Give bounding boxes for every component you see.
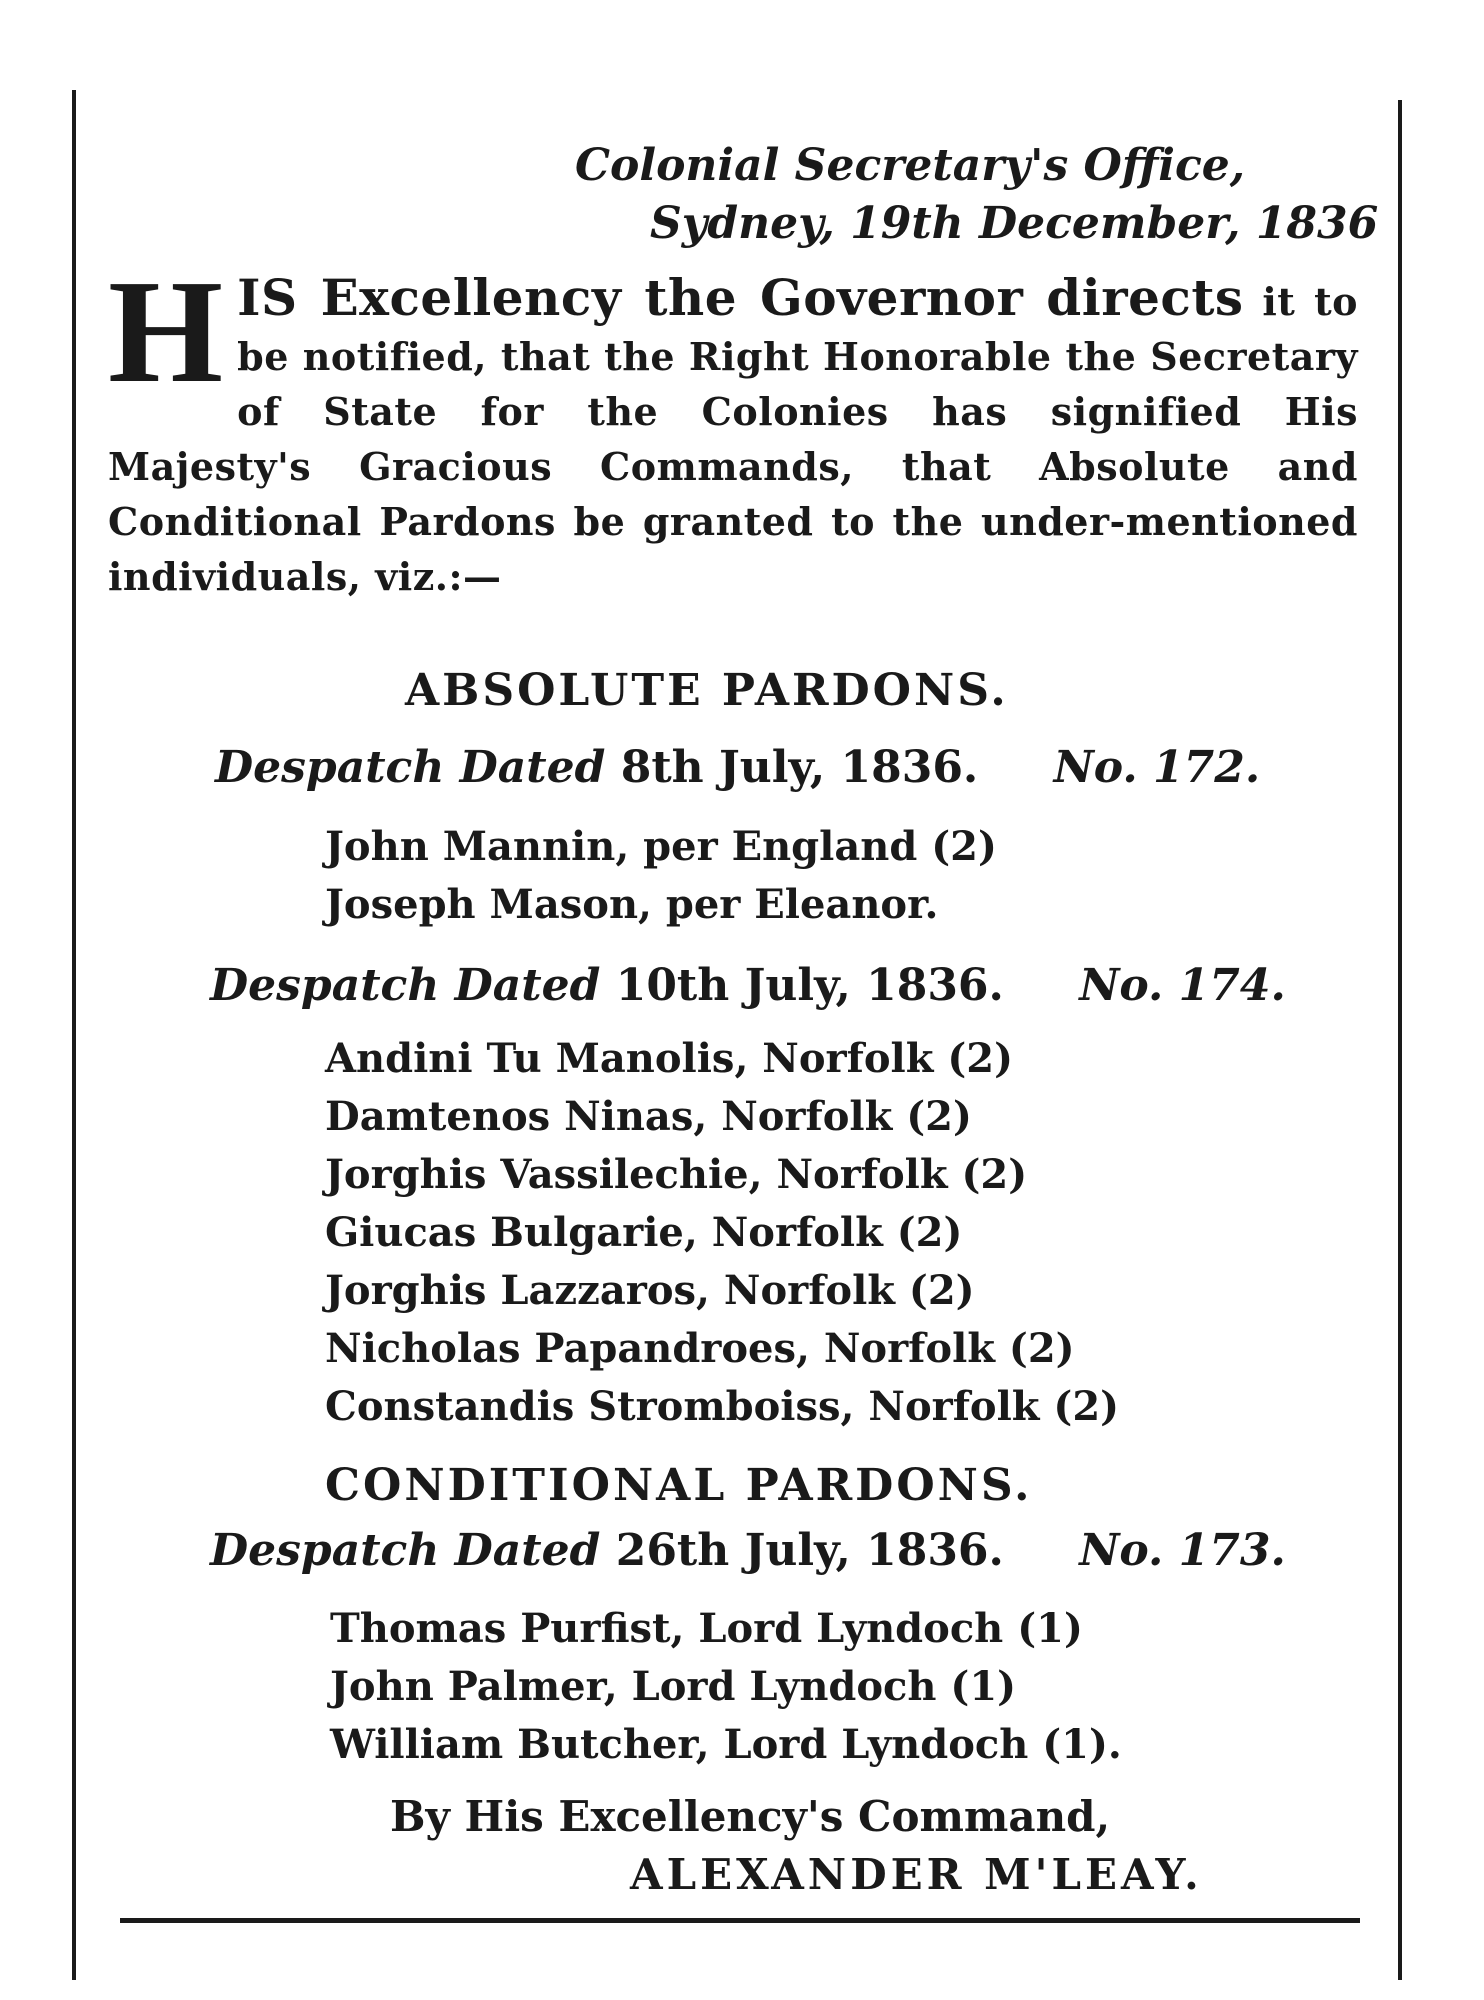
name-list-3 (330, 1600, 1122, 1774)
dispatch-date: 8th July, 1836. (620, 742, 979, 793)
command-line: By His Excellency's Command, (390, 1792, 1111, 1841)
name-entry: Jorghis Lazzaros, Norfolk (2) (325, 1267, 975, 1314)
dispatch-label: Despatch Dated (215, 742, 606, 793)
dispatch-date: 26th July, 1836. (615, 1525, 1004, 1576)
notice-first-words: IS Excellency the Governor directs (237, 268, 1244, 327)
dispatch-label: Despatch Dated (210, 1525, 601, 1576)
signature: ALEXANDER M'LEAY. (630, 1850, 1203, 1899)
dispatch-number: No. 173. (1079, 1525, 1286, 1576)
dispatch-header-2 (210, 960, 1286, 1011)
drop-cap: H (108, 250, 224, 414)
name-entry: Joseph Mason, per Eleanor. (325, 881, 939, 928)
notice-paragraph (108, 250, 1358, 604)
name-entry: William Butcher, Lord Lyndoch (1). (330, 1721, 1122, 1768)
dispatch-header-1 (215, 742, 1260, 793)
name-entry: Thomas Purfist, Lord Lyndoch (1) (330, 1605, 1083, 1652)
right-column-rule (1398, 100, 1402, 1980)
name-entry: Nicholas Papandroes, Norfolk (2) (325, 1325, 1075, 1372)
left-column-rule (72, 90, 76, 1980)
name-entry: Giucas Bulgarie, Norfolk (2) (325, 1209, 963, 1256)
dispatch-label: Despatch Dated (210, 960, 601, 1011)
dispatch-number: No. 174. (1079, 960, 1286, 1011)
name-entry: Damtenos Ninas, Norfolk (2) (325, 1093, 972, 1140)
name-list-1 (325, 818, 997, 934)
dateline-office: Colonial Secretary's Office, (575, 140, 1246, 191)
bottom-rule (120, 1918, 1360, 1923)
name-entry: John Mannin, per England (2) (325, 823, 997, 870)
name-entry: John Palmer, Lord Lyndoch (1) (330, 1663, 1017, 1710)
name-entry: Jorghis Vassilechie, Norfolk (2) (325, 1151, 1028, 1198)
name-list-2 (325, 1030, 1119, 1436)
conditional-pardons-heading: CONDITIONAL PARDONS. (325, 1460, 1033, 1511)
dispatch-date: 10th July, 1836. (615, 960, 1004, 1011)
dispatch-number: No. 172. (1053, 742, 1261, 793)
name-entry: Andini Tu Manolis, Norfolk (2) (325, 1035, 1014, 1082)
dispatch-header-3 (210, 1525, 1286, 1576)
absolute-pardons-heading: ABSOLUTE PARDONS. (405, 665, 1009, 716)
notice-body: it to be notified, that the Right Honorable the Secretary of State for the Colonies has signified His Majesty's Gracious Commands, that Absolute and Conditional Pardons be granted to the under-mentioned individuals, viz.:— (108, 279, 1358, 599)
name-entry: Constandis Stromboiss, Norfolk (2) (325, 1383, 1120, 1430)
dateline-date: Sydney, 19th December, 1836 (650, 198, 1379, 249)
